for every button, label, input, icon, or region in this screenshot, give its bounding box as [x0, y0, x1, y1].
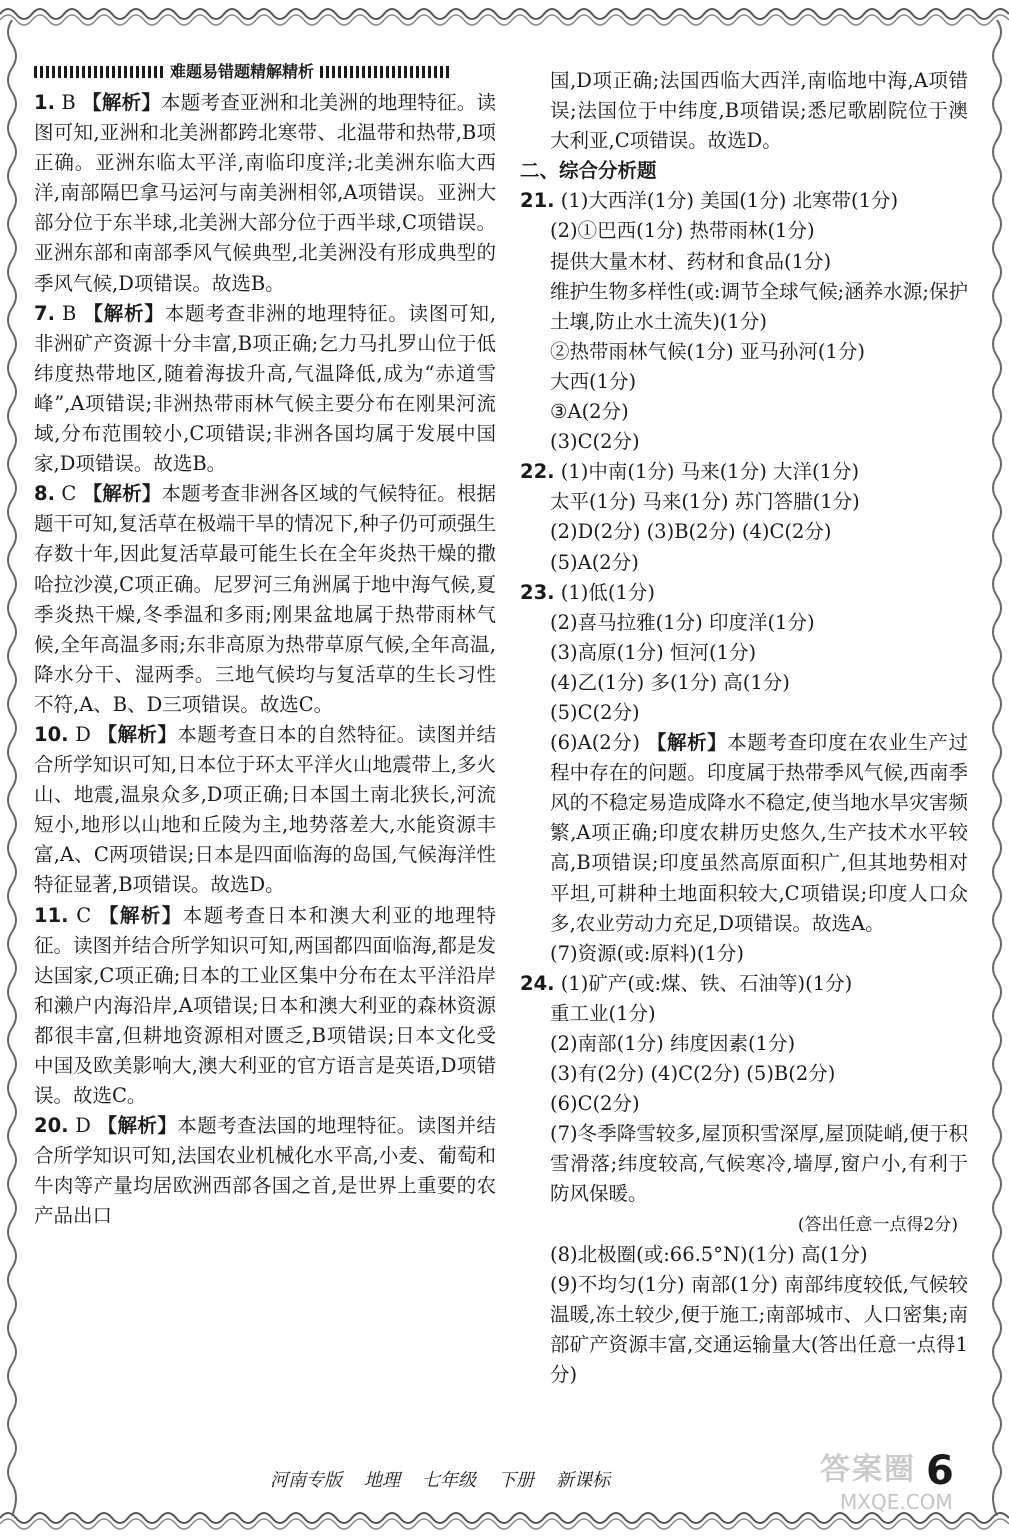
answer-line: (3)C(2分) [550, 430, 640, 454]
answer-line: (1)中南(1分) 马来(1分) 大洋(1分) [560, 460, 860, 484]
analysis-tag: 【解析】 [97, 1114, 178, 1138]
answer-q7 [34, 299, 496, 480]
analysis-tag: 【解析】 [82, 91, 162, 114]
answer-q1 [34, 88, 496, 299]
section-header [34, 56, 496, 88]
header-hatch-left [34, 66, 164, 78]
section-title: 二、综合分析题 [520, 159, 657, 183]
question-number: 23. [520, 580, 555, 604]
answer-line: 重工业(1分) [550, 1001, 656, 1025]
answer-line: (2)南部(1分) 纬度因素(1分) [550, 1032, 796, 1055]
answer-letter: B [61, 91, 76, 114]
footer-edition: 河南专版 [270, 1470, 342, 1491]
answer-line: ③A(2分) [550, 400, 629, 424]
answer-line: (2)①巴西(1分) 热带雨林(1分) [550, 219, 815, 243]
answer-q22 [520, 457, 968, 577]
page-number: 6 [926, 1448, 954, 1494]
analysis-tag: 【解析】 [83, 301, 165, 325]
answer-line: (1)矿产(或:煤、铁、石油等)(1分) [560, 971, 853, 995]
answer-letter: D [75, 1114, 91, 1138]
watermark-logo: 答案圈 [820, 1452, 916, 1487]
answer-q10 [34, 720, 496, 901]
decorative-border-top [0, 0, 1009, 26]
answer-line: (2)D(2分) (3)B(2分) (4)C(2分) [550, 520, 832, 544]
answer-line: ②热带雨林气候(1分) 亚马孙河(1分) [550, 339, 865, 363]
answer-q23-6 [520, 728, 968, 939]
page-footer [270, 1466, 610, 1492]
answer-text: 本题考查日本和澳大利亚的地理特征。读图并结合所学知识可知,两国都四面临海,都是发达国家,C项正确;日本的工业区集中分布在太平洋沿岸和濑户内海沿岸,A项错误;日本和澳大利亚的森林资源都很丰富,但耕地资源相对匮乏,B项错误;日本文化受中国及欧美影响大,澳大利亚的官方语言是英语,D项错误。故选C。 [34, 903, 496, 1108]
analysis-tag: 【解析】 [646, 731, 728, 755]
right-column [520, 66, 968, 1390]
watermark-url: MXQE.COM [840, 1490, 953, 1514]
answer-line: (6)C(2分) [550, 1092, 640, 1116]
answer-text: 本题考查非洲各区域的气候特征。根据题干可知,复活草在极端干旱的情况下,种子仍可顽强生存数十年,因此复活草最可能生长在全年炎热干燥的撒哈拉沙漠,C项正确。尼罗河三角洲属于地中海气候,夏季炎热干燥,冬季温和多雨;刚果盆地属于热带雨林气候,全年高温多雨;东非高原为热带草原气候,全年高温,降水分干、湿两季。三地气候均与复活草的生长习性不符,A、B、D三项错误。故选C。 [34, 482, 496, 716]
answer-line: (5)C(2分) [550, 700, 640, 724]
answer-q24-9: (9)不均匀(1分) 南部(1分) 南部纬度较低,气候较温暖,冻土较少,便于施工;南部城市、人口密集;南部矿产资源丰富,交通运输量大(答出任意一点得1分) [550, 1272, 968, 1387]
answer-line: 太平(1分) 马来(1分) 苏门答腊(1分) [550, 490, 860, 514]
question-number: 8. [34, 482, 55, 506]
answer-line: (5)A(2分) [550, 550, 639, 574]
answer-line: (3)高原(1分) 恒河(1分) [550, 640, 757, 664]
question-number: 22. [520, 460, 555, 484]
left-column [34, 56, 496, 1232]
answer-q24-7: (7)冬季降雪较多,屋顶积雪深厚,屋顶陡峭,便于积雪滑落;纬度较高,气候寒冷,墙厚,窗户小,有利于防风保暖。 [550, 1122, 968, 1206]
question-number: 10. [34, 722, 69, 746]
answer-line: (1)低(1分) [560, 580, 655, 604]
question-number: 11. [34, 903, 69, 927]
answer-line: (8)北极圈(或:66.5°N)(1分) 高(1分) [550, 1242, 868, 1266]
answer-text: 本题考查法国的地理特征。读图并结合所学知识可知,法国农业机械化水平高,小麦、葡萄和牛肉等产量均居欧洲西部各国之首,是世界上重要的农产品出口 [34, 1114, 496, 1228]
answer-q20-continuation: 国,D项正确;法国西临大西洋,南临地中海,A项错误;法国位于中纬度,B项错误;悉尼歌剧院位于澳大利亚,C项错误。故选D。 [550, 69, 968, 153]
analysis-tag: 【解析】 [98, 903, 183, 927]
footer-volume: 下册 [498, 1470, 534, 1491]
answer-q24 [520, 969, 968, 1390]
answer-letter: D [75, 722, 91, 746]
answer-letter: B [62, 301, 77, 325]
answer-line: (1)大西洋(1分) 美国(1分) 北寒带(1分) [560, 189, 899, 213]
question-number: 21. [520, 189, 555, 213]
answer-text: 本题考查亚洲和北美洲的地理特征。读图可知,亚洲和北美洲都跨北寒带、北温带和热带,B项正确。亚洲东临太平洋,南临印度洋;北美洲东临大西洋,南部隔巴拿马运河与南美洲相邻,A项错误。亚洲大部分位于东半球,北美洲大部分位于西半球,C项错误。亚洲东部和南部季风气候典型,北美洲没有形成典型的季风气候,D项错误。故选B。 [34, 91, 496, 295]
answer-q11 [34, 901, 496, 1112]
footer-standard: 新课标 [556, 1470, 610, 1491]
answer-text: 本题考查非洲的地理特征。读图可知,非洲矿产资源十分丰富,B项正确;乞力马扎罗山位于低纬度热带地区,随着海拔升高,气温降低,成为“赤道雪峰”,A项错误;非洲热带雨林气候主要分布在刚果河流域,分布范围较小,C项错误;非洲各国均属于发展中国家,D项错误。故选B。 [34, 301, 497, 476]
question-number: 24. [520, 971, 555, 995]
answer-letter: C [76, 903, 92, 927]
answer-line: (2)喜马拉雅(1分) 印度洋(1分) [550, 610, 815, 634]
answer-q8 [34, 479, 496, 720]
answer-head: (6)A(2分) [550, 731, 641, 755]
decorative-border-right [985, 20, 1009, 1516]
question-number: 7. [34, 301, 55, 325]
answer-line: 大西(1分) [550, 369, 637, 393]
analysis-tag: 【解析】 [97, 722, 178, 746]
answer-q20 [34, 1111, 496, 1231]
answer-line: (7)资源(或:原料)(1分) [550, 941, 745, 965]
answer-letter: C [61, 482, 77, 506]
answer-line: 提供大量木材、药材和食品(1分) [550, 249, 832, 273]
question-number: 1. [34, 91, 55, 114]
answer-text: 本题考查日本的自然特征。读图并结合所学知识可知,日本位于环太平洋火山地震带上,多火山、地震,温泉众多,D项正确;日本国土南北狭长,河流短小,地形以山地和丘陵为主,地势落差大,水能资源丰富,A、C两项错误;日本是四面临海的岛国,气候海洋性特征显著,B项错误。故选D。 [34, 722, 496, 897]
footer-grade: 七年级 [422, 1470, 476, 1491]
answer-q23 [520, 578, 968, 969]
answer-line: (4)乙(1分) 多(1分) 高(1分) [550, 670, 790, 694]
answer-q21 [520, 186, 968, 457]
decorative-border-left [0, 20, 24, 1516]
answer-text: 本题考查印度在农业生产过程中存在的问题。印度属于热带季风气候,西南季风的不稳定易造成降水不稳定,使当地水旱灾害频繁,A项正确;印度农耕历史悠久,生产技术水平较高,B项错误;印度虽然高原面积广,但其地势相对平坦,可耕种土地面积较大,C项错误;印度人口众多,农业劳动力充足,D项错误。故选A。 [550, 731, 968, 935]
question-number: 20. [34, 1114, 69, 1138]
footer-subject: 地理 [364, 1470, 400, 1491]
scoring-note: (答出任意一点得2分) [797, 1214, 958, 1235]
header-title: 难题易错题精解精析 [170, 61, 315, 81]
header-hatch-right [320, 66, 450, 78]
answer-line: 维护生物多样性(或:调节全球气候;涵养水源;保护土壤,防止水土流失)(1分) [550, 279, 968, 333]
analysis-tag: 【解析】 [82, 482, 162, 506]
answer-line: (3)有(2分) (4)C(2分) (5)B(2分) [550, 1062, 836, 1086]
